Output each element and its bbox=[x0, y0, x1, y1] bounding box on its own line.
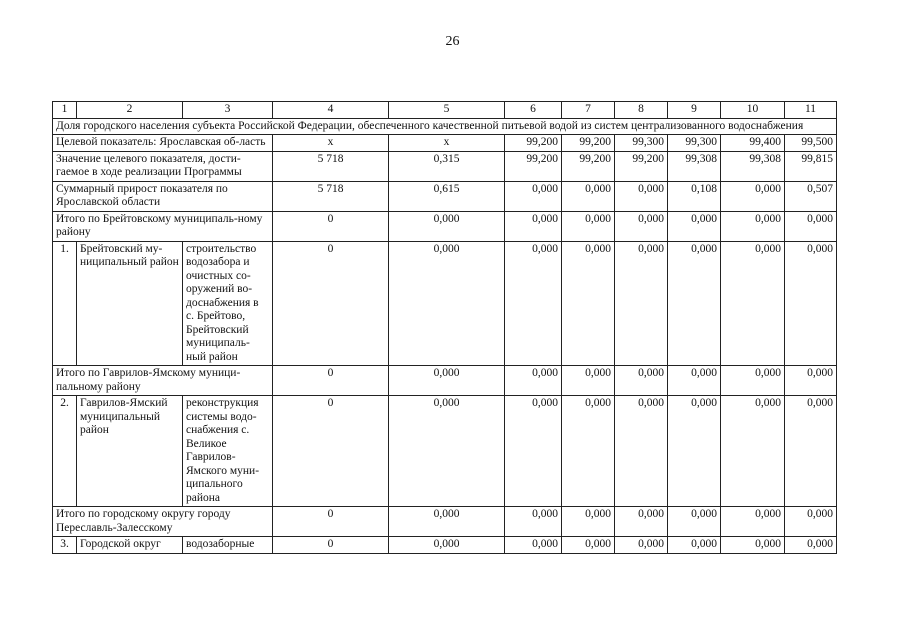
district-name: Городской округ bbox=[77, 537, 183, 554]
col4-cell: 0 bbox=[273, 396, 389, 507]
value-cell: 0,000 bbox=[721, 211, 785, 241]
value-cell: 0,000 bbox=[505, 241, 562, 366]
value-cell: 99,300 bbox=[615, 135, 668, 152]
col5-cell: 0,615 bbox=[389, 181, 505, 211]
col4-cell: 5 718 bbox=[273, 151, 389, 181]
value-cell: 0,000 bbox=[505, 507, 562, 537]
project-action: водозаборные bbox=[183, 537, 273, 554]
col5-cell: 0,000 bbox=[389, 366, 505, 396]
header-cell: 3 bbox=[183, 102, 273, 119]
col4-cell: x bbox=[273, 135, 389, 152]
value-cell: 0,000 bbox=[785, 396, 837, 507]
value-cell: 0,507 bbox=[785, 181, 837, 211]
col5-cell: 0,000 bbox=[389, 396, 505, 507]
col5-cell: 0,000 bbox=[389, 241, 505, 366]
project-row bbox=[53, 537, 837, 554]
district-total-label: Итого по городскому округу городу Переславль-Залесскому bbox=[53, 507, 273, 537]
value-cell: 0,000 bbox=[562, 507, 615, 537]
section-title-row bbox=[53, 118, 837, 135]
value-cell: 99,200 bbox=[505, 151, 562, 181]
value-cell: 0,000 bbox=[505, 396, 562, 507]
value-cell: 0,000 bbox=[668, 396, 721, 507]
project-row bbox=[53, 241, 837, 366]
col5-cell: 0,000 bbox=[389, 537, 505, 554]
summary-row bbox=[53, 211, 837, 241]
section-title: Доля городского населения субъекта Российской Федерации, обеспеченного качественной питьевой водой из систем централизованного водоснабжения bbox=[53, 118, 837, 135]
value-cell: 0,000 bbox=[615, 507, 668, 537]
value-cell: 0,000 bbox=[721, 396, 785, 507]
value-cell: 0,000 bbox=[785, 211, 837, 241]
col5-cell: x bbox=[389, 135, 505, 152]
value-cell: 0,000 bbox=[721, 181, 785, 211]
value-cell: 99,815 bbox=[785, 151, 837, 181]
col4-cell: 0 bbox=[273, 211, 389, 241]
value-cell: 99,200 bbox=[562, 135, 615, 152]
summary-label: Значение целевого показателя, дости-гаемое в ходе реализации Программы bbox=[53, 151, 273, 181]
value-cell: 0,000 bbox=[668, 537, 721, 554]
value-cell: 0,000 bbox=[785, 537, 837, 554]
value-cell: 0,000 bbox=[615, 181, 668, 211]
value-cell: 0,000 bbox=[668, 241, 721, 366]
col5-cell: 0,000 bbox=[389, 211, 505, 241]
district-total-row bbox=[53, 366, 837, 396]
value-cell: 0,000 bbox=[562, 181, 615, 211]
header-cell: 9 bbox=[668, 102, 721, 119]
value-cell: 99,300 bbox=[668, 135, 721, 152]
header-cell: 4 bbox=[273, 102, 389, 119]
value-cell: 99,200 bbox=[615, 151, 668, 181]
value-cell: 99,308 bbox=[721, 151, 785, 181]
summary-row bbox=[53, 181, 837, 211]
value-cell: 0,000 bbox=[721, 241, 785, 366]
district-name: Брейтовский му-ниципальный район bbox=[77, 241, 183, 366]
value-cell: 0,000 bbox=[668, 507, 721, 537]
col4-cell: 0 bbox=[273, 537, 389, 554]
project-action: строительство водозабора и очистных со-оружений во-доснабжения в с. Брейтово, Брейтовский муниципаль-ный район bbox=[183, 241, 273, 366]
summary-label: Целевой показатель: Ярославская об-ласть bbox=[53, 135, 273, 152]
value-cell: 0,000 bbox=[785, 241, 837, 366]
district-total-row bbox=[53, 507, 837, 537]
col5-cell: 0,000 bbox=[389, 507, 505, 537]
value-cell: 0,000 bbox=[505, 537, 562, 554]
value-cell: 0,000 bbox=[721, 507, 785, 537]
page-number: 26 bbox=[445, 34, 460, 49]
value-cell: 0,000 bbox=[562, 396, 615, 507]
summary-label: Суммарный прирост показателя по Ярославской области bbox=[53, 181, 273, 211]
value-cell: 0,000 bbox=[721, 537, 785, 554]
value-cell: 0,108 bbox=[668, 181, 721, 211]
header-cell: 2 bbox=[77, 102, 183, 119]
header-cell: 5 bbox=[389, 102, 505, 119]
value-cell: 0,000 bbox=[562, 241, 615, 366]
header-cell: 7 bbox=[562, 102, 615, 119]
project-action: реконструкция системы водо-снабжения с. Великое Гаврилов-Ямского муни-ципального района bbox=[183, 396, 273, 507]
value-cell: 0,000 bbox=[615, 537, 668, 554]
col5-cell: 0,315 bbox=[389, 151, 505, 181]
row-number: 3. bbox=[53, 537, 77, 554]
district-total-label: Итого по Гаврилов-Ямскому муници-пальному району bbox=[53, 366, 273, 396]
value-cell: 99,400 bbox=[721, 135, 785, 152]
col4-cell: 0 bbox=[273, 241, 389, 366]
value-cell: 0,000 bbox=[615, 211, 668, 241]
row-number: 2. bbox=[53, 396, 77, 507]
summary-label: Итого по Брейтовскому муниципаль-ному району bbox=[53, 211, 273, 241]
value-cell: 0,000 bbox=[668, 211, 721, 241]
value-cell: 0,000 bbox=[505, 366, 562, 396]
col4-cell: 0 bbox=[273, 507, 389, 537]
summary-row bbox=[53, 135, 837, 152]
header-cell: 8 bbox=[615, 102, 668, 119]
row-number: 1. bbox=[53, 241, 77, 366]
col4-cell: 0 bbox=[273, 366, 389, 396]
value-cell: 0,000 bbox=[785, 366, 837, 396]
value-cell: 99,308 bbox=[668, 151, 721, 181]
value-cell: 0,000 bbox=[615, 241, 668, 366]
project-row bbox=[53, 396, 837, 507]
value-cell: 0,000 bbox=[562, 211, 615, 241]
district-name: Гаврилов-Ямский муниципальный район bbox=[77, 396, 183, 507]
header-cell: 6 bbox=[505, 102, 562, 119]
header-cell: 11 bbox=[785, 102, 837, 119]
col4-cell: 5 718 bbox=[273, 181, 389, 211]
summary-row bbox=[53, 151, 837, 181]
program-table bbox=[52, 101, 837, 554]
value-cell: 0,000 bbox=[668, 366, 721, 396]
value-cell: 0,000 bbox=[505, 181, 562, 211]
value-cell: 99,500 bbox=[785, 135, 837, 152]
value-cell: 0,000 bbox=[721, 366, 785, 396]
value-cell: 0,000 bbox=[785, 507, 837, 537]
header-row bbox=[53, 102, 837, 119]
value-cell: 99,200 bbox=[505, 135, 562, 152]
value-cell: 0,000 bbox=[505, 211, 562, 241]
value-cell: 0,000 bbox=[615, 366, 668, 396]
value-cell: 99,200 bbox=[562, 151, 615, 181]
header-cell: 10 bbox=[721, 102, 785, 119]
value-cell: 0,000 bbox=[562, 537, 615, 554]
value-cell: 0,000 bbox=[562, 366, 615, 396]
header-cell: 1 bbox=[53, 102, 77, 119]
value-cell: 0,000 bbox=[615, 396, 668, 507]
